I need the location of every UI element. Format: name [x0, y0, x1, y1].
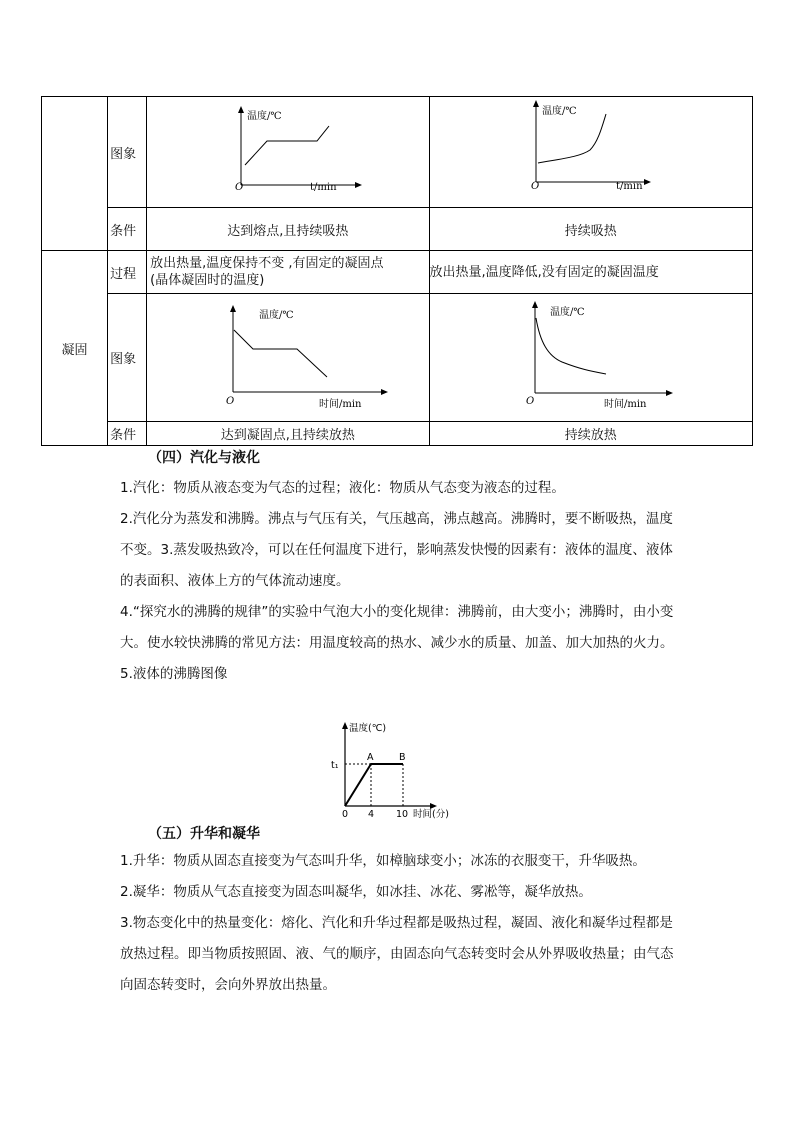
amorphous-solidify-condition: 持续放热: [429, 422, 752, 446]
boiling-point-b: B: [399, 752, 406, 763]
crystal-solidify-ylabel: 温度/℃: [259, 310, 294, 321]
amorphous-melting-origin: O: [530, 181, 539, 192]
melting-category-cell: [42, 97, 108, 251]
crystal-melting-condition: 达到熔点,且持续吸热: [147, 208, 429, 251]
boiling-xlabel: 时间(分): [413, 809, 449, 820]
crystal-solidify-graph-cell: [147, 294, 429, 422]
amorphous-melting-ylabel: 温度/℃: [541, 106, 577, 117]
amorphous-solidify-xlabel: 时间/min: [603, 399, 647, 410]
crystal-melting-origin: O: [235, 182, 244, 193]
crystal-melting-graph: [147, 97, 429, 203]
boiling-x-tick-4: 4: [368, 809, 375, 820]
boiling-ylabel: 温度(℃): [349, 723, 387, 734]
crystal-solidify-process-line1: 放出热量,温度保持不变 ,有固定的凝固点: [150, 256, 384, 271]
melting-image-label: 图象: [108, 97, 147, 208]
section4-p2: 2.汽化分为蒸发和沸腾。沸点与气压有关，气压越高，沸点越高。沸腾时，要不断吸热，温度不变。3.蒸发吸热致冷，可以在任何温度下进行，影响蒸发快慢的因素有：液体的温度、液体的表面积、液体上方的气体流动速度。: [120, 511, 673, 589]
amorphous-solidify-graph: [430, 294, 753, 417]
solidify-category: 凝固: [42, 251, 108, 446]
section4-p1: 1.汽化：物质从液态变为气态的过程；液化：物质从气态变为液态的过程。: [120, 480, 565, 496]
crystal-solidify-process-line2: (晶体凝固时的温度): [150, 273, 265, 288]
crystal-solidify-graph: [147, 294, 429, 417]
section5-body: [120, 846, 680, 1001]
crystal-solidify-xlabel: 时间/min: [319, 399, 362, 410]
phase-change-table: [41, 96, 753, 446]
solidify-condition-label: 条件: [108, 422, 147, 446]
crystal-solidify-process: [147, 251, 429, 294]
boiling-x-tick-0: 0: [342, 809, 349, 820]
boiling-point-a: A: [367, 752, 374, 763]
solidify-image-label: 图象: [108, 294, 147, 422]
amorphous-melting-xlabel: t/min: [615, 181, 643, 192]
amorphous-solidify-origin: O: [525, 396, 534, 407]
boiling-t1-label: t₁: [331, 760, 339, 771]
section5-heading: （五）升华和凝华: [148, 826, 260, 842]
amorphous-melting-condition: 持续吸热: [429, 208, 752, 251]
section4-p5: 5.液体的沸腾图像: [120, 666, 228, 682]
amorphous-melting-graph: [430, 97, 753, 203]
section5-p3: 3.物态变化中的热量变化：熔化、汽化和升华过程都是吸热过程，凝固、液化和凝华过程都是放热过程。即当物质按照固、液、气的顺序，由固态向气态转变时会从外界吸收热量；由气态向固态转变时，会向外界放出热量。: [120, 915, 674, 993]
section4-body: [120, 473, 680, 690]
boiling-x-tick-10: 10: [396, 809, 409, 820]
section5-p1: 1.升华：物质从固态直接变为气态叫升华，如樟脑球变小；冰冻的衣服变干，升华吸热。: [120, 853, 646, 869]
amorphous-solidify-process: 放出热量,温度降低,没有固定的凝固温度: [429, 251, 752, 294]
crystal-solidify-origin: O: [226, 396, 235, 407]
section4-heading: （四）汽化与液化: [148, 450, 260, 466]
solidify-process-label: 过程: [108, 251, 147, 294]
melting-condition-label: 条件: [108, 208, 147, 251]
amorphous-melting-graph-cell: [429, 97, 752, 208]
section4-p4: 4.“探究水的沸腾的规律”的实验中气泡大小的变化规律：沸腾前，由大变小；沸腾时，由小变大。使水较快沸腾的常见方法：用温度较高的热水、减少水的质量、加盖、加大加热的火力。: [120, 604, 674, 651]
amorphous-solidify-graph-cell: [429, 294, 752, 422]
crystal-melting-graph-cell: [147, 97, 429, 208]
crystal-melting-xlabel: t/min: [310, 182, 337, 193]
crystal-solidify-condition: 达到凝固点,且持续放热: [147, 422, 429, 446]
boiling-graph: [325, 718, 450, 821]
section5-p2: 2.凝华：物质从气态直接变为固态叫凝华，如冰挂、冰花、雾凇等，凝华放热。: [120, 884, 592, 900]
amorphous-solidify-ylabel: 温度/℃: [549, 307, 585, 318]
crystal-melting-ylabel: 温度/℃: [247, 111, 282, 122]
